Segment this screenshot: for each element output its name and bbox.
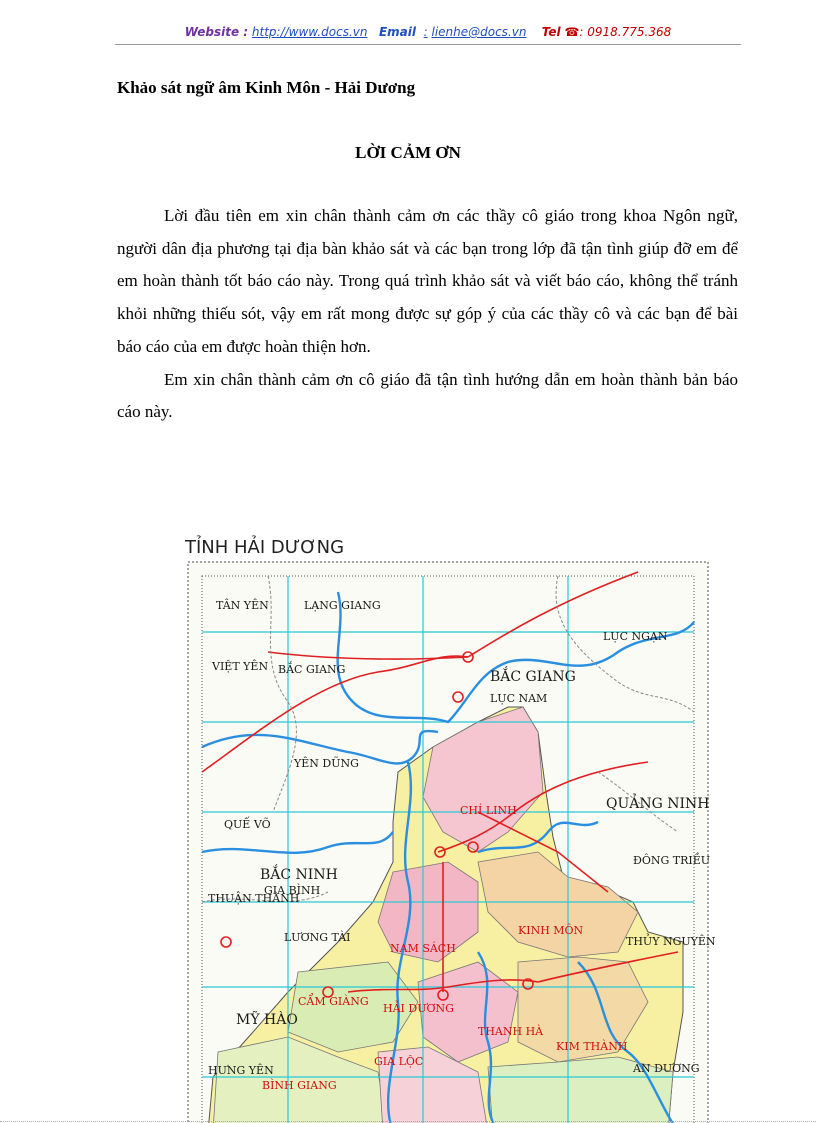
map-label: LỤC NGẠN: [603, 630, 668, 643]
map-label: HƯNG YÊN: [208, 1064, 274, 1077]
map-label: NAM SÁCH: [390, 942, 456, 955]
email-label: Email: [378, 25, 416, 39]
map-label: GIA LỘC: [374, 1055, 424, 1068]
page-bottom-rule: [0, 1121, 816, 1122]
map-label: KINH MÔN: [518, 924, 584, 937]
province-map: [178, 532, 718, 1123]
map-title: TỈNH HẢI DƯƠNG: [185, 537, 345, 558]
map-label: YÊN DŨNG: [294, 757, 359, 770]
map-label: VIỆT YÊN: [212, 660, 269, 673]
map-label: TÂN YÊN: [216, 599, 269, 612]
map-label: GIA BÌNH: [264, 884, 321, 897]
paragraph: Em xin chân thành cảm ơn cô giáo đã tận tình hướng dẫn em hoàn thành bản báo cáo này.: [117, 369, 738, 422]
map-label: QUẾ VÕ: [224, 818, 271, 831]
map-label: THUẬN THÀNH: [208, 892, 300, 905]
map-label: CẨM GIÀNG: [298, 995, 369, 1008]
phone-icon: ☎: [564, 25, 580, 39]
tel-number: : 0918.775.368: [579, 25, 672, 39]
website-label: Website :: [184, 25, 249, 39]
email-separator: :: [423, 25, 428, 39]
map-label: ĐÔNG TRIỀU: [633, 854, 711, 867]
map-label: THỦY NGUYÊN: [626, 935, 716, 948]
map-label: LẠNG GIANG: [304, 599, 381, 612]
email-link[interactable]: lienhe@docs.vn: [431, 25, 527, 39]
map-label: LƯƠNG TÀI: [284, 931, 351, 944]
document-title: Khảo sát ngữ âm Kinh Môn - Hải Dương: [117, 78, 416, 97]
map-graphic: [178, 532, 718, 1123]
website-link[interactable]: http://www.docs.vn: [251, 25, 368, 39]
map-label: BẮC NINH: [260, 867, 338, 883]
section-heading: LỜI CẢM ƠN: [355, 143, 461, 162]
map-label: BẮC GIANG: [278, 663, 346, 676]
tel-label: Tel: [541, 25, 561, 39]
body-text: [117, 200, 738, 429]
map-label: BÌNH GIANG: [262, 1079, 337, 1092]
map-label: CHÍ LINH: [460, 804, 517, 817]
map-label: THANH HÀ: [478, 1025, 544, 1038]
map-label: BẮC GIANG: [490, 669, 576, 685]
map-label: LỤC NAM: [490, 692, 548, 705]
map-label: KIM THÀNH: [556, 1040, 628, 1053]
map-label: QUẢNG NINH: [606, 796, 710, 812]
map-label: HẢI DƯƠNG: [383, 1002, 454, 1015]
map-label: MỸ HÀO: [236, 1012, 298, 1028]
map-label: AN DƯƠNG: [633, 1062, 700, 1075]
page-header: [115, 22, 741, 45]
paragraph: Lời đầu tiên em xin chân thành cảm ơn các thầy cô giáo trong khoa Ngôn ngữ, người dân địa phương tại địa bàn khảo sát và các bạn trong lớp đã tận tình giúp đỡ em để em hoàn thành tốt báo cáo này. Trong quá trình khảo sát và viết báo cáo, không thể tránh khỏi những thiếu sót, vậy em rất mong được sự góp ý của các thầy cô và các bạn để bài báo cáo của em được hoàn thiện hơn.: [117, 206, 738, 356]
